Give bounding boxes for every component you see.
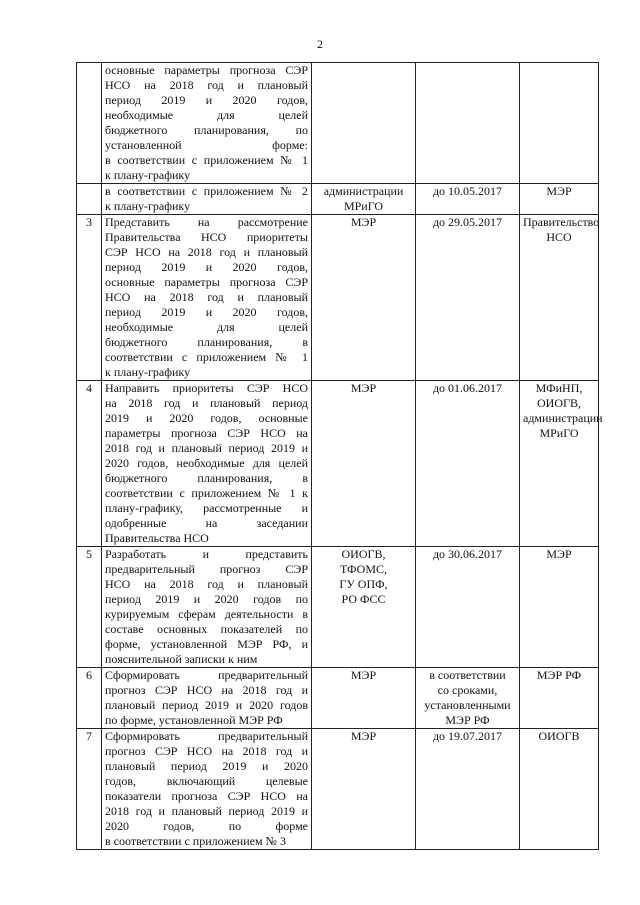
task-text-line: соответствии с приложением № 1 к [105,486,308,500]
recipient-cell [520,63,599,184]
table-row [77,63,599,184]
schedule-table-body [77,63,603,850]
task-text-line: к плану-графику [105,168,191,182]
deadline-text-line: со сроками, [437,683,498,697]
recipient-cell [520,381,603,547]
task-text-line: составе основных показателей по [105,622,308,636]
recipient-cell [520,547,599,668]
task-text-line: НСО на 2018 год и плановый [105,577,308,591]
deadline-cell [416,215,520,381]
deadline-text-line: установленными [424,698,511,712]
task-text-line: бюджетного планирования, по [105,123,308,137]
task-text-line: основные параметры прогноза СЭР [105,63,308,77]
task-text-line: в соответствии с приложением № 2 [105,184,308,198]
deadline-text-line: до 01.06.2017 [432,381,503,395]
task-text-line: установленной форме: [105,138,308,152]
task-text-line: в соответствии с приложением № 1 [105,153,308,167]
recipient-text-line: МЭР [546,547,572,561]
deadline-text-line: до 30.06.2017 [432,547,503,561]
task-text-line: курируемым сферам деятельности в [105,607,308,621]
task-text-line: пояснительной записки к ним [105,652,258,666]
recipient-text-line: ОИОГВ [538,729,580,743]
task-text-line: в соответствии с приложением № 3 [105,834,287,848]
task-text-line: Направить приоритеты СЭР НСО [105,381,308,395]
deadline-text-line: до 19.07.2017 [432,729,503,743]
task-text-line: показатели прогноза СЭР НСО на [105,789,308,803]
recipient-text-line: МЭР РФ [536,668,582,682]
responsible-cell [312,381,416,547]
task-cell [102,63,312,184]
responsible-cell [312,729,416,850]
task-text-line: бюджетного планирования, в [105,471,308,485]
task-text-line: Сформировать предварительный [105,668,308,682]
responsible-text-line: МЭР [350,381,377,395]
responsible-text-line: РО ФСС [341,592,386,606]
recipient-text-line: НСО [546,230,572,244]
task-text-line: предварительный прогноз СЭР [105,562,308,576]
responsible-text-line: МЭР [350,668,377,682]
page-number: 2 [317,37,323,51]
responsible-cell [312,547,416,668]
recipient-text-line: МЭР [546,184,572,198]
deadline-cell [416,547,520,668]
task-text-line: период 2019 и 2020 годов, [105,93,308,107]
task-cell [102,668,312,729]
responsible-cell [312,184,416,215]
deadline-cell [416,381,520,547]
task-text-line: параметры прогноза СЭР НСО на [105,426,308,440]
task-text-line: период 2019 и 2020 годов, [105,305,308,319]
task-text-line: к плану-графику [105,199,191,213]
deadline-cell [416,729,520,850]
task-text-line: соответствии с приложением № 1 [105,350,308,364]
task-text-line: на 2018 год и плановый период [105,396,308,410]
responsible-cell [312,63,416,184]
deadline-text-line: до 10.05.2017 [432,184,503,198]
deadline-cell [416,63,520,184]
recipient-text-line: администрации [523,411,603,425]
table-row [77,729,599,850]
deadline-text-line: в соответствии [429,668,506,682]
task-text-line: 2018 год и плановый период 2019 и [105,441,308,455]
task-text-line: прогноз СЭР НСО на 2018 год и [105,744,308,758]
task-text-line: НСО на 2018 год и плановый [105,290,308,304]
task-text-line: необходимые для целей [105,108,308,122]
task-text-line: Разработать и представить [105,547,308,561]
deadline-text-line: до 29.05.2017 [432,215,503,229]
responsible-text-line: МЭР [350,215,377,229]
task-text-line: НСО на 2018 год и плановый [105,78,308,92]
responsible-cell [312,668,416,729]
recipient-cell [520,668,599,729]
recipient-text-line: Правительство [523,215,600,229]
task-text-line: по форме, установленной МЭР РФ [105,713,283,727]
recipient-text-line: МФиНП, [535,381,583,395]
recipient-cell [520,184,599,215]
task-text-line: Сформировать предварительный [105,729,308,743]
task-text-line: плановый период 2019 и 2020 [105,759,308,773]
row-number-cell [77,184,102,215]
responsible-text-line: МРиГО [343,199,384,213]
recipient-cell [520,215,599,381]
task-text-line: Правительства НСО приоритеты [105,230,308,244]
deadline-cell [416,668,520,729]
task-text-line: к плану-графику [105,365,191,379]
task-text-line: бюджетного планирования, в [105,335,308,349]
row-number-cell: 7 [77,729,102,850]
row-number-cell: 4 [77,381,102,547]
task-text-line: плановый период 2019 и 2020 годов [105,698,308,712]
task-text-line: 2018 год и плановый период 2019 и [105,804,308,818]
task-text-line: период 2019 и 2020 годов по [105,592,308,606]
responsible-text-line: администрации [323,184,404,198]
task-cell [102,215,312,381]
deadline-text-line: МЭР РФ [445,713,490,727]
task-text-line: основные параметры прогноза СЭР [105,275,308,289]
table-row [77,215,599,381]
task-text-line: плану-графику, рассмотренные и [105,501,308,515]
task-text-line: СЭР НСО на 2018 год и плановый [105,245,308,259]
responsible-text-line: ГУ ОПФ, [339,577,388,591]
schedule-table [76,62,603,850]
responsible-text-line: МЭР [350,729,377,743]
task-text-line: 2019 и 2020 годов, основные [105,411,308,425]
row-number-cell: 6 [77,668,102,729]
responsible-cell [312,215,416,381]
task-text-line: период 2019 и 2020 годов, [105,260,308,274]
task-text-line: одобренные на заседании [105,516,308,530]
task-text-line: форме, установленной МЭР РФ, и [105,637,308,651]
table-row [77,547,599,668]
task-text-line: 2020 годов, по форме [105,819,308,833]
deadline-cell [416,184,520,215]
row-number-cell: 3 [77,215,102,381]
recipient-text-line: МРиГО [539,426,579,440]
task-text-line: Представить на рассмотрение [105,215,308,229]
row-number-cell [77,63,102,184]
responsible-text-line: ТФОМС, [339,562,388,576]
task-text-line: прогноз СЭР НСО на 2018 год и [105,683,308,697]
table-row [77,381,599,547]
task-cell [102,547,312,668]
task-text-line: годов, включающий целевые [105,774,308,788]
recipient-cell [520,729,599,850]
task-text-line: необходимые для целей [105,320,308,334]
table-row [77,184,599,215]
task-text-line: Правительства НСО [105,531,209,545]
task-cell [102,729,312,850]
responsible-text-line: ОИОГВ, [341,547,386,561]
table-row [77,668,599,729]
task-text-line: 2020 годов, необходимые для целей [105,456,308,470]
recipient-text-line: ОИОГВ, [537,396,581,410]
task-cell [102,184,312,215]
task-cell [102,381,312,547]
row-number-cell: 5 [77,547,102,668]
